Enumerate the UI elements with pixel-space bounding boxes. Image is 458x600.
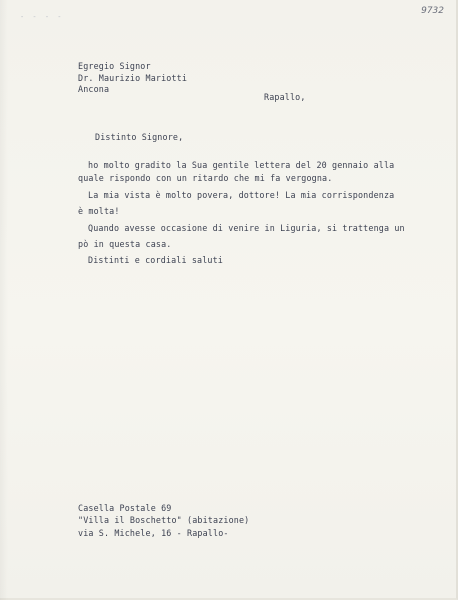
scan-edge-shadow: [0, 0, 8, 600]
body-line-2: quale rispondo con un ritardo che mi fa vergogna.: [78, 173, 333, 183]
header-marks: - - - -: [20, 13, 64, 21]
body-line-5: Quando avesse occasione di venire in Liguria, si trattenga un: [88, 223, 405, 233]
recipient-line-2: Dr. Maurizio Mariotti: [78, 73, 188, 83]
body-line-4: è molta!: [78, 206, 120, 216]
closing-line: Distinti e cordiali saluti: [88, 255, 223, 265]
body-line-1: ho molto gradito la Sua gentile lettera del 20 gennaio alla: [88, 160, 395, 170]
place-date: Rapallo,: [264, 92, 306, 102]
archive-number: 9732: [421, 6, 444, 16]
address-line-3: via S. Michele, 16 - Rapallo-: [78, 528, 229, 538]
body-line-3: La mia vista è molto povera, dottore! La mia corrispondenza: [88, 190, 395, 200]
address-line-1: Casella Postale 69: [78, 503, 172, 513]
body-line-6: pò in questa casa.: [78, 239, 172, 249]
recipient-line-1: Egregio Signor: [78, 61, 151, 71]
recipient-line-3: Ancona: [78, 84, 110, 94]
address-line-2: "Villa il Boschetto" (abitazione): [78, 515, 250, 525]
salutation: Distinto Signore,: [95, 132, 184, 142]
